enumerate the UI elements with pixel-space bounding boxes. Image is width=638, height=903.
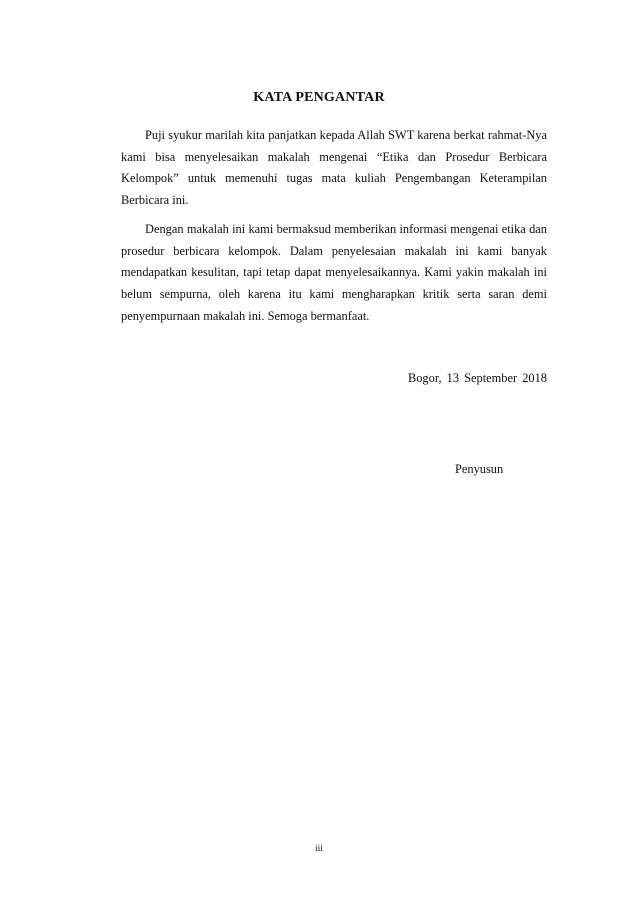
page-title: KATA PENGANTAR (253, 90, 385, 105)
place-date: Bogor, 13 September 2018 (407, 371, 547, 385)
paragraph-1: Puji syukur marilah kita panjatkan kepada Allah SWT karena berkat rahmat-Nya kami bisa menyelesaikan makalah mengenai “Etika dan Prosedur Berbicara Kelompok” untuk memenuhi tugas mata kuliah Pengembangan Keterampilan Berbicara ini. (121, 128, 547, 208)
author-label: Penyusun (455, 462, 504, 476)
paragraph-2: Dengan makalah ini kami bermaksud memberikan informasi mengenai etika dan prosedur berbicara kelompok. Dalam penyelesaian makalah ini kami banyak mendapatkan kesulitan, tapi tetap dapat menyelesaikannya. Kami yakin makalah ini belum sempurna, oleh karena itu kami mengharapkan kritik serta saran demi penyempurnaan makalah ini. Semoga bermanfaat. (121, 222, 547, 323)
page-number: iii (315, 844, 323, 854)
